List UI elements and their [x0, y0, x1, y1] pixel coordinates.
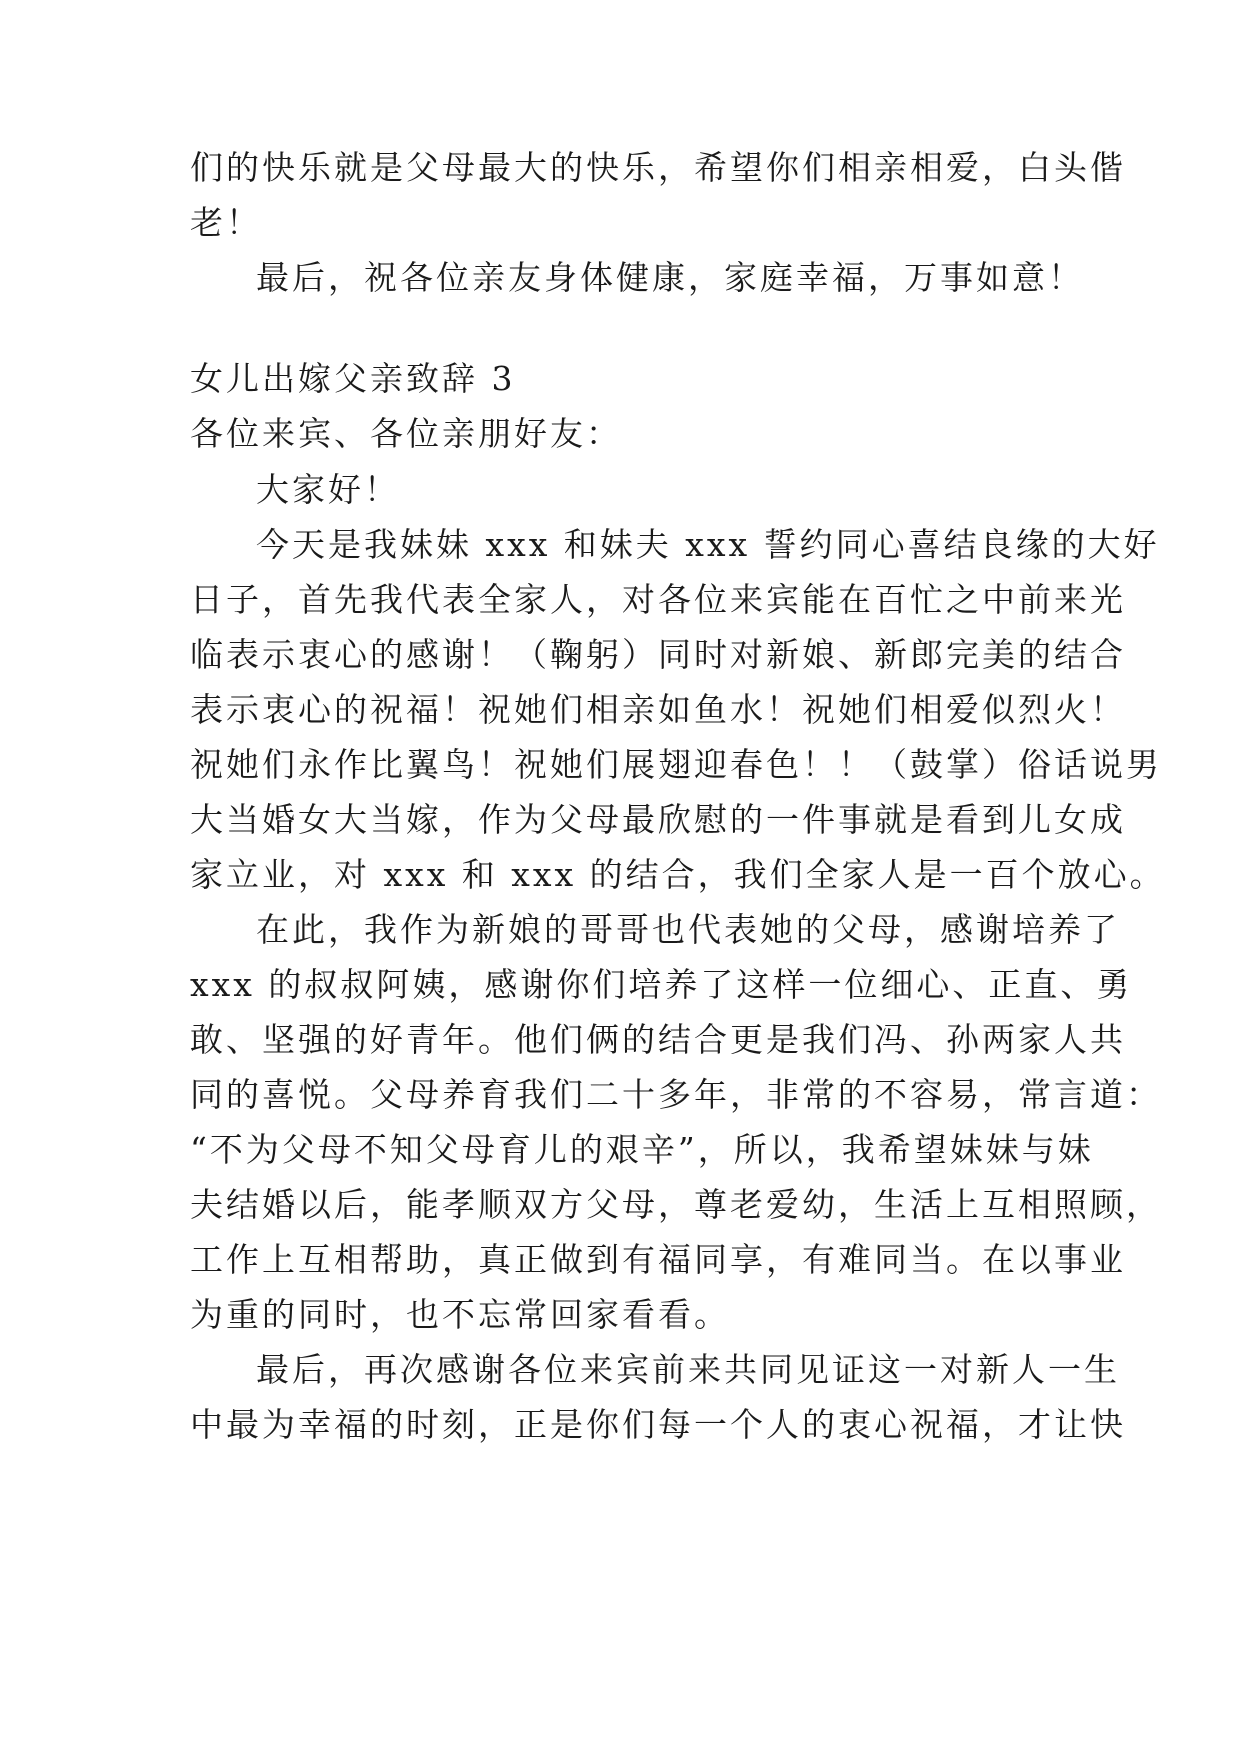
text-line: 临表示衷心的感谢！（鞠躬）同时对新娘、新郎完美的结合	[190, 635, 1126, 674]
salutation: 各位来宾、各位亲朋好友：	[190, 414, 622, 453]
text-line: 大当婚女大当嫁，作为父母最欣慰的一件事就是看到儿女成	[190, 800, 1126, 839]
text-line: “不为父母不知父母育儿的艰辛”，所以，我希望妹妹与妹	[190, 1130, 1094, 1169]
text-line: 为重的同时，也不忘常回家看看。	[190, 1295, 730, 1334]
greeting: 大家好！	[256, 470, 400, 509]
text-line: 工作上互相帮助，真正做到有福同享，有难同当。在以事业	[190, 1240, 1126, 1279]
text-line: 们的快乐就是父母最大的快乐，希望你们相亲相爱，白头偕	[190, 148, 1126, 187]
text-line: xxx 的叔叔阿姨，感谢你们培养了这样一位细心、正直、勇	[190, 965, 1133, 1004]
text-line: 夫结婚以后，能孝顺双方父母，尊老爱幼，生活上互相照顾，	[190, 1185, 1162, 1224]
text-line: 祝她们永作比翼鸟！祝她们展翅迎春色！！（鼓掌）俗话说男	[190, 745, 1162, 784]
paragraph-line: 今天是我妹妹 xxx 和妹夫 xxx 誓约同心喜结良缘的大好	[256, 525, 1160, 564]
text-line: 同的喜悦。父母养育我们二十多年，非常的不容易，常言道：	[190, 1075, 1162, 1114]
text-line: 老！	[190, 203, 262, 242]
paragraph-line: 最后，再次感谢各位来宾前来共同见证这一对新人一生	[256, 1350, 1120, 1389]
paragraph-line: 在此，我作为新娘的哥哥也代表她的父母，感谢培养了	[256, 910, 1120, 949]
text-line: 家立业，对 xxx 和 xxx 的结合，我们全家人是一百个放心。	[190, 855, 1166, 894]
text-line: 敢、坚强的好青年。他们俩的结合更是我们冯、孙两家人共	[190, 1020, 1126, 1059]
section-title: 女儿出嫁父亲致辞 3	[190, 359, 516, 398]
text-line: 表示衷心的祝福！祝她们相亲如鱼水！祝她们相爱似烈火！	[190, 690, 1126, 729]
text-line: 中最为幸福的时刻，正是你们每一个人的衷心祝福，才让快	[190, 1405, 1126, 1444]
paragraph-line: 最后，祝各位亲友身体健康，家庭幸福，万事如意！	[256, 258, 1084, 297]
text-line: 日子，首先我代表全家人，对各位来宾能在百忙之中前来光	[190, 580, 1126, 619]
